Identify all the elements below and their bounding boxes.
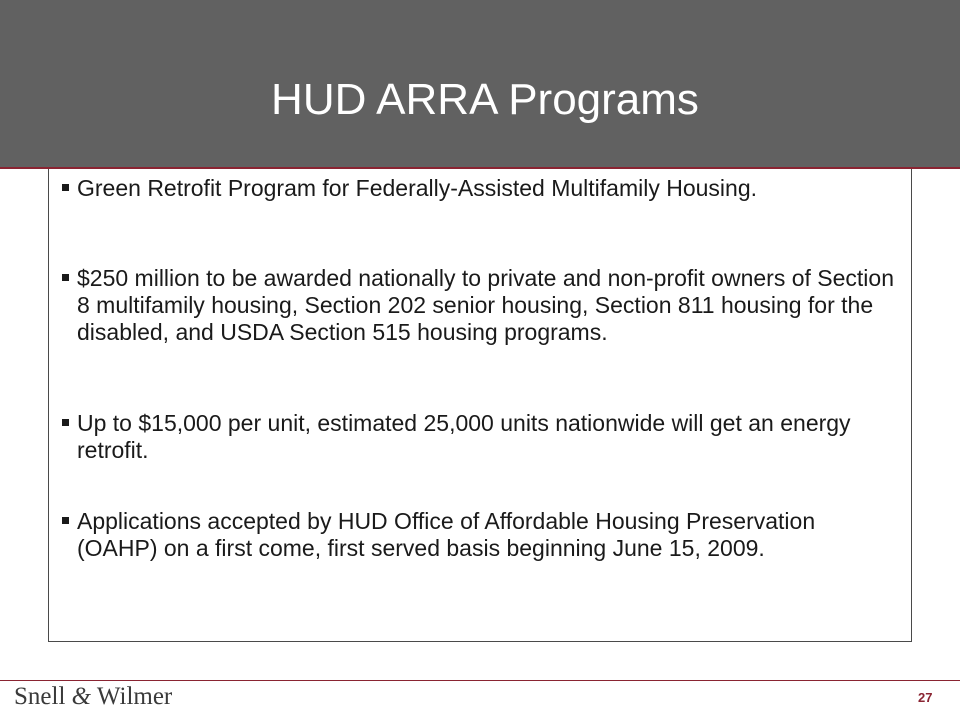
bullet-text: Applications accepted by HUD Office of Affordable Housing Preservation (OAHP) on a first come, first served basis beginning June 15, 2009.: [77, 508, 816, 561]
square-bullet-icon: [62, 184, 69, 191]
logo-text-right: Wilmer: [91, 683, 173, 710]
footer-divider: [0, 680, 960, 681]
square-bullet-icon: [62, 517, 69, 524]
bullet-text: $250 million to be awarded nationally to private and non-profit owners of Section 8 multifamily housing, Section 202 senior housing, Section 811 housing for the disabled, and USDA Section 515 housing programs.: [77, 265, 894, 345]
content-box: [48, 169, 912, 642]
bullet-text: Up to $15,000 per unit, estimated 25,000 units nationwide will get an energy retrofit.: [77, 410, 851, 463]
bullet-text: Green Retrofit Program for Federally-Assisted Multifamily Housing.: [77, 175, 758, 201]
logo-ampersand: &: [71, 683, 92, 710]
square-bullet-icon: [62, 274, 69, 281]
logo-text-left: Snell: [14, 683, 72, 710]
company-logo: [14, 683, 172, 711]
slide-header: [0, 0, 960, 167]
slide-title: HUD ARRA Programs: [271, 75, 699, 124]
square-bullet-icon: [62, 419, 69, 426]
page-number: 27: [918, 690, 933, 705]
